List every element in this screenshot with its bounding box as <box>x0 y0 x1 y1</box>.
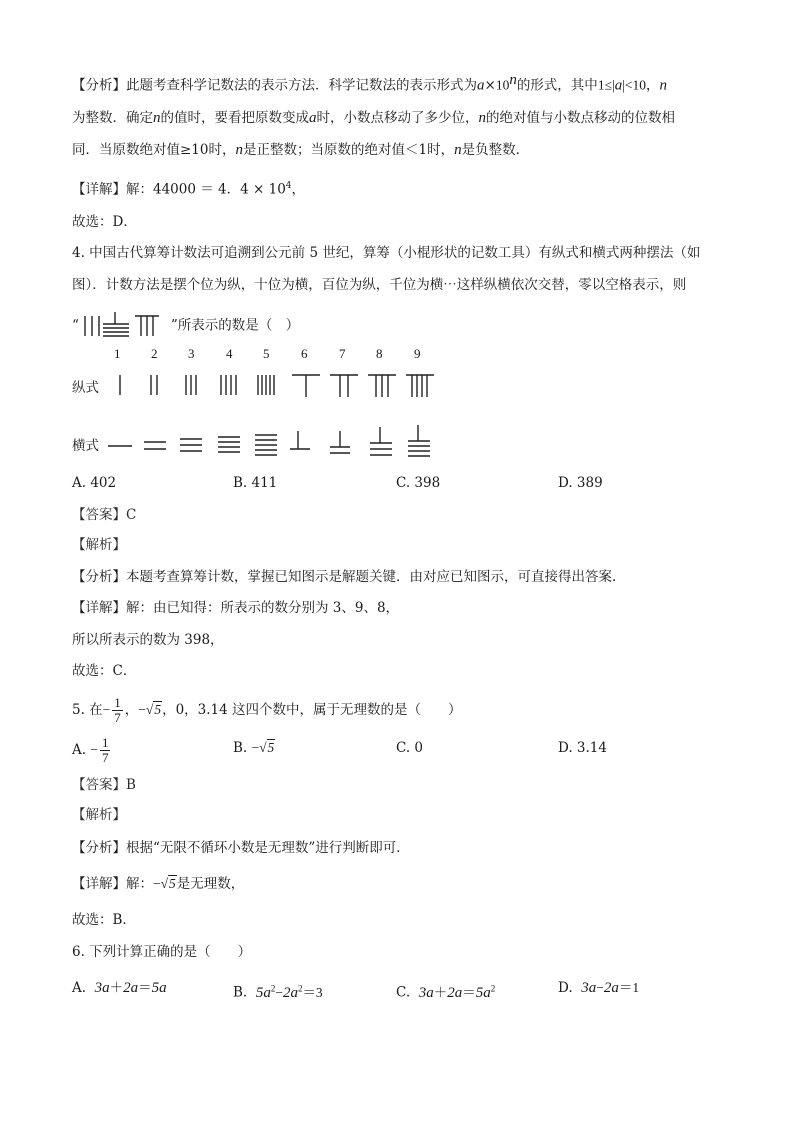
rod-digit-label: 3 <box>188 346 195 361</box>
q5-option-a[interactable]: A. − $\frac{1}{7}$ <box>72 735 109 765</box>
q4-jiexi: 【解析】 <box>72 537 126 553</box>
rod-digit-label: 4 <box>226 346 233 361</box>
q6-option-a[interactable]: A. 3a＋2a＝5a <box>72 980 167 996</box>
q4-choice: 故选：C． <box>72 663 137 679</box>
q4-stem-line2: 图）．计数方法是摆个位为纵，十位为横，百位为纵，千位为横⋯这样纵横依次交替，零以空格表示，则 <box>72 277 687 293</box>
q5-option-c[interactable]: C. 0 <box>396 740 424 756</box>
q4-detail2: 所以所表示的数为 398， <box>72 632 224 648</box>
rod-digit-label: 7 <box>339 346 346 361</box>
q5-choice: 故选：B． <box>72 912 136 928</box>
rod-digit-label: 1 <box>114 346 121 361</box>
rod-digit-label: 2 <box>151 346 158 361</box>
q5-answer: 【答案】B <box>72 777 136 793</box>
q5-detail: 【详解】解：−√5是无理数， <box>72 876 245 892</box>
q3-analysis-line3: 同．当原数绝对值≥10时，n是正整数；当原数的绝对值＜1时，n是负整数． <box>72 142 530 158</box>
q3-detail: 【详解】解：44000 ＝ 4．$4 \times 10^4$， <box>72 181 306 198</box>
row-label-vertical: 纵式 <box>72 380 99 396</box>
rod-digit-label: 8 <box>376 346 383 361</box>
q5-stem: 5. 在− $\frac{1}{7}$ ，−√5，0，3.14 这四个数中，属于无理数的是（ ） <box>72 695 462 725</box>
horizontal-style-rods <box>108 425 430 456</box>
q5-option-b[interactable]: B. −√5 <box>233 740 275 756</box>
q4-option-b[interactable]: B. 411 <box>233 475 278 491</box>
q4-analysis: 【分析】本题考查算筹计数，掌握已知图示是解题关键．由对应已知图示，可直接得出答案． <box>72 569 626 585</box>
q4-detail1: 【详解】解：由已知得：所表示的数分别为 3、9、8， <box>72 600 400 616</box>
q6-option-c[interactable]: C. $3a+2a=5a^2$ <box>396 983 496 1001</box>
q4-option-a[interactable]: A. 402 <box>72 475 117 491</box>
rod-digit-label: 6 <box>301 346 308 361</box>
q4-stem-line3: “ ”所表示的数是（ ） <box>72 312 299 340</box>
counting-rod-chart <box>100 365 440 465</box>
q4-option-c[interactable]: C. 398 <box>396 475 441 491</box>
q6-stem: 6. 下列计算正确的是（ ） <box>72 944 252 960</box>
rod-digit-label: 5 <box>263 346 270 361</box>
q3-analysis-line1: 【分析】此题考查科学记数法的表示方法．科学记数法的表示形式为$a\times 10^n$的形式，其中1≤|a|<10，n <box>72 72 668 94</box>
vertical-style-rods <box>120 375 434 397</box>
row-label-horizontal: 横式 <box>72 438 99 454</box>
q4-stem-line1: 4. 中国古代算筹计数法可追溯到公元前 5 世纪，算筹（小棍形状的记数工具）有纵式和横式两种摆法（如 <box>72 245 701 261</box>
q4-answer: 【答案】C <box>72 507 137 523</box>
q6-option-d[interactable]: D. 3a−2a＝1 <box>558 980 640 996</box>
q5-jiexi: 【解析】 <box>72 807 126 823</box>
q5-analysis: 【分析】根据“无限不循环小数是无理数”进行判断即可． <box>72 840 410 856</box>
q5-option-d[interactable]: D. 3.14 <box>558 740 607 756</box>
rod-digit-label: 9 <box>414 346 421 361</box>
q4-option-d[interactable]: D. 389 <box>558 475 603 491</box>
q5-fraction: $\frac{1}{7}$ <box>114 695 121 725</box>
counting-rod-number-figure <box>79 312 171 340</box>
q3-analysis-line2: 为整数．确定n的值时，要看把原数变成a时，小数点移动了多少位，n的绝对值与小数点移动的位数相 <box>72 110 675 126</box>
q6-option-b[interactable]: B. $5a^2-2a^2=3$ <box>233 983 323 1001</box>
q3-choice: 故选：D． <box>72 214 137 230</box>
